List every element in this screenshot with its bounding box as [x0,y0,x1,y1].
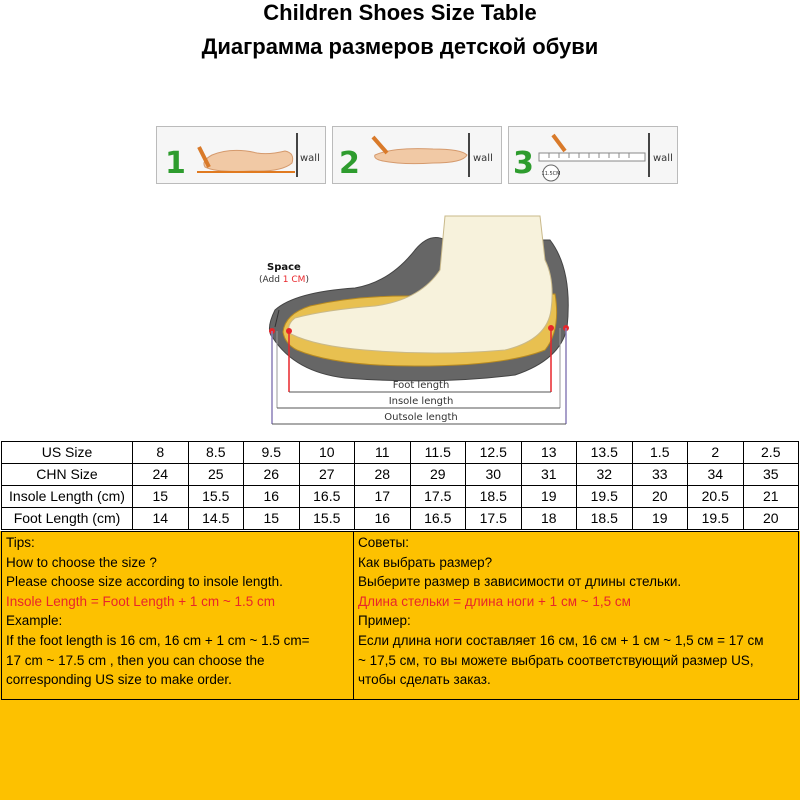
size-table-cell: 21 [743,486,799,508]
size-table-cell: 15.5 [299,508,355,530]
size-table-cell: 20 [743,508,799,530]
size-table-cell: 14 [133,508,189,530]
tips-en-question: How to choose the size ? [6,554,157,570]
tips-en-formula: Insole Length = Foot Length + 1 cm ~ 1.5 cm [6,593,276,609]
size-table-cell: 28 [355,464,411,486]
size-table-cell: 1.5 [632,442,688,464]
step-1-number: 1 [165,146,186,181]
size-table-row-header: Insole Length (cm) [2,486,133,508]
tips-en-example-line-2: 17 cm ~ 17.5 cm , then you can choose the [6,652,265,668]
size-table-cell: 24 [133,464,189,486]
step-3-number: 3 [513,146,534,181]
tips-ru-question: Как выбрать размер? [358,554,493,570]
tips-en-instruction: Please choose size according to insole length. [6,574,283,590]
size-table-cell: 16 [244,486,300,508]
tips-ru-example-line-3: чтобы сделать заказ. [358,672,491,688]
size-table-cell: 16.5 [299,486,355,508]
size-table-cell: 33 [632,464,688,486]
step-1-wall-label: wall [300,153,320,164]
size-table-row [2,486,799,508]
size-table-cell: 2 [688,442,744,464]
outsole-length-label: Outsole length [384,412,458,423]
size-table-cell: 9.5 [244,442,300,464]
size-table-body [2,442,799,530]
measure-step-3 [508,126,678,184]
size-table-cell: 12.5 [466,442,522,464]
size-table-cell: 19 [632,508,688,530]
title-russian: Диаграмма размеров детской обуви [201,34,599,59]
size-table-cell: 18.5 [466,486,522,508]
tips-ru-example-line-2: ~ 17,5 см, то вы можете выбрать соответствующий размер US, [358,652,754,668]
measure-step-2 [332,126,502,184]
size-table-cell: 19.5 [688,508,744,530]
space-label: Space [267,262,301,273]
size-table-row [2,442,799,464]
size-table-cell: 18 [521,508,577,530]
tips-ru-example-heading: Пример: [358,613,411,629]
size-table-cell: 17.5 [410,486,466,508]
step-3-wall-label: wall [653,153,673,164]
size-table-cell: 34 [688,464,744,486]
tips-ru-formula: Длина стельки = длина ноги + 1 см ~ 1,5 см [358,593,631,609]
tips-box [1,531,799,700]
size-table-cell: 26 [244,464,300,486]
size-table-cell: 11.5 [410,442,466,464]
tips-en-example-heading: Example: [6,613,63,629]
foot-length-label: Foot length [392,380,450,391]
size-table-cell: 31 [521,464,577,486]
size-table-cell: 17 [355,486,411,508]
size-table-cell: 8 [133,442,189,464]
size-table-cell: 2.5 [743,442,799,464]
size-table-row-header: Foot Length (cm) [2,508,133,530]
tips-en-heading: Tips: [6,535,35,550]
size-table-cell: 16.5 [410,508,466,530]
step-2-number: 2 [339,146,360,181]
size-table-row-header: CHN Size [2,464,133,486]
title-english: Children Shoes Size Table [263,0,537,25]
size-table-cell: 8.5 [188,442,244,464]
tips-ru-heading: Советы: [358,535,409,550]
tips-russian [354,532,798,699]
size-table-row [2,508,799,530]
size-table-row-header: US Size [2,442,133,464]
size-table-cell: 35 [743,464,799,486]
tips-en-example-line-3: corresponding US size to make order. [6,672,232,688]
size-table-cell: 32 [577,464,633,486]
size-table-row [2,464,799,486]
tips-ru-instruction: Выберите размер в зависимости от длины стельки. [358,574,682,590]
size-table-cell: 11 [355,442,411,464]
size-table-cell: 13.5 [577,442,633,464]
size-table-cell: 15 [244,508,300,530]
size-table-cell: 15 [133,486,189,508]
tips-ru-example-line-1: Если длина ноги составляет 16 см, 16 см + 1 см ~ 1,5 см = 17 см [358,632,764,648]
size-table-cell: 19 [521,486,577,508]
size-table-cell: 25 [188,464,244,486]
size-table-cell: 19.5 [577,486,633,508]
tips-en-example-line-1: If the foot length is 16 cm, 16 cm + 1 cm ~ 1.5 cm= [6,632,310,648]
size-table-cell: 16 [355,508,411,530]
size-table-cell: 15.5 [188,486,244,508]
step-3-measure-value: 11.5CM [541,171,561,177]
shoe-measurement-diagram [255,210,575,432]
size-table-cell: 27 [299,464,355,486]
space-add-note: (Add 1 CM) [259,275,309,285]
insole-length-label: Insole length [388,396,454,407]
size-table-cell: 10 [299,442,355,464]
size-table-cell: 20.5 [688,486,744,508]
size-table-cell: 13 [521,442,577,464]
measure-step-1 [156,126,326,184]
size-table-cell: 14.5 [188,508,244,530]
size-table [1,441,799,530]
size-table-cell: 30 [466,464,522,486]
size-table-cell: 17.5 [466,508,522,530]
tips-english [2,532,354,699]
size-table-cell: 29 [410,464,466,486]
size-table-cell: 20 [632,486,688,508]
size-table-cell: 18.5 [577,508,633,530]
step-2-wall-label: wall [473,153,493,164]
